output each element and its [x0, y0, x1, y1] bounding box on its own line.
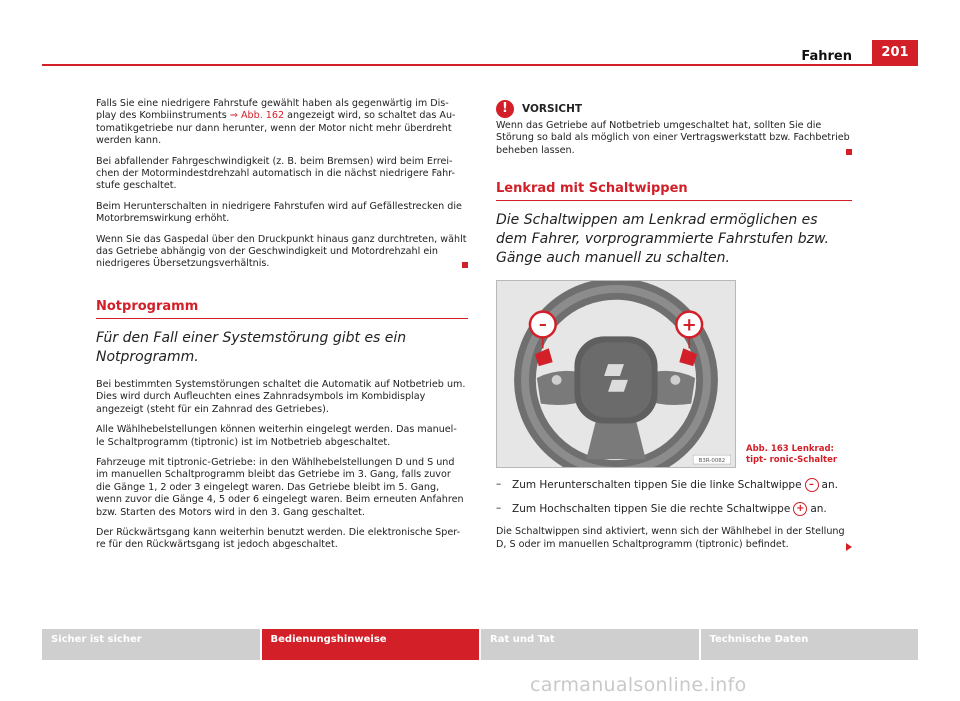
warning-icon: ! — [496, 100, 514, 118]
plus-label: + — [681, 314, 697, 336]
page-title: Fahren — [801, 49, 852, 64]
minus-key-icon: – — [805, 478, 819, 492]
plus-key-icon: + — [793, 502, 807, 516]
continue-arrow-icon — [846, 543, 852, 551]
caution-text: Wenn das Getriebe auf Notbetrieb umgeschaltet hat, sollten Sie die Störung so bald als möglich von einer Vertragswerkstatt bzw. Fachbetrieb beheben lassen. — [496, 120, 852, 157]
page-number: 201 — [872, 40, 918, 66]
figure-caption: Abb. 163 Lenkrad: tipt- ronic-Schalter — [746, 444, 838, 466]
paragraph: Beim Herunterschalten in niedrigere Fahrstufen wird auf Gefällestrecken die Motorbremswirkung erhöht. — [96, 200, 462, 225]
footer-nav — [42, 629, 918, 660]
paragraph: Alle Wählhebelstellungen können weiterhin eingelegt werden. Das manuel- le Schaltprogramm (tiptronic) ist im Notbetrieb abgeschaltet. — [96, 424, 457, 448]
end-marker — [846, 149, 852, 155]
watermark: carmanualsonline.info — [530, 674, 747, 696]
list-item: – Zum Herunterschalten tippen Sie die linke Schaltwippe – an. — [496, 478, 838, 492]
end-marker — [462, 262, 468, 268]
paragraph: Falls Sie eine niedrigere Fahrstufe gewählt haben als gegenwärtig im Dis- play des Kombiinstruments ⇒ Abb. 162 angezeigt wird, so schaltet das Au- tomatikgetriebe nur dann herunter, wenn der Motor nicht mehr überdreht werden kann. — [96, 98, 456, 147]
figure — [496, 280, 838, 468]
minus-label: – — [538, 314, 547, 334]
tab-rat-und-tat[interactable]: Rat und Tat — [481, 629, 699, 660]
header-rule — [42, 64, 918, 66]
paragraph: Die Schaltwippen sind aktiviert, wenn sich der Wählhebel in der Stellung D, S oder im manuellen Schaltprogramm (tiptronic) befindet. — [496, 526, 852, 551]
tab-sicher-ist-sicher[interactable]: Sicher ist sicher — [42, 629, 260, 660]
figure-code: B3R-0082 — [698, 458, 726, 465]
section-heading: Notprogramm — [96, 299, 468, 319]
caution-header — [496, 100, 852, 118]
figure-link[interactable]: ⇒ Abb. 162 — [229, 110, 285, 122]
section-heading: Lenkrad mit Schaltwippen — [496, 181, 852, 201]
section-intro: Die Schaltwippen am Lenkrad ermöglichen es dem Fahrer, vorprogrammierte Fahrstufen bzw. Gänge auch manuell zu schalten. — [496, 212, 829, 267]
right-column — [496, 100, 852, 559]
paragraph: Wenn Sie das Gaspedal über den Druckpunkt hinaus ganz durchtreten, wählt das Getriebe abhängig von der Geschwindigkeit und Motordrehzahl ein niedrigeres Übersetzungsverhältnis. — [96, 233, 467, 270]
paragraph: Bei abfallender Fahrgeschwindigkeit (z. B. beim Bremsen) wird beim Errei- chen der Motormindestdrehzahl automatisch in die nächst niedrigere Fahr- stufe geschaltet. — [96, 155, 455, 192]
tab-bedienungshinweise[interactable]: Bedienungshinweise — [262, 629, 480, 660]
section-intro: Für den Fall einer Systemstörung gibt es ein Notprogramm. — [96, 329, 407, 365]
paragraph: Fahrzeuge mit tiptronic-Getriebe: in den Wählhebelstellungen D und S und im manuellen Schaltprogramm bleibt das Getriebe im 3. Gang, falls zuvor die Gänge 1, 2 oder 3 eingelegt waren. Das Getriebe bleibt im 5. Gang, wenn zuvor die Gänge 4, 5 oder 6 eingelegt waren. Beim erneuten Anfahren bzw. Starten des Motors wird in den 3. Gang geschaltet. — [96, 456, 464, 518]
caution-title: VORSICHT — [522, 103, 583, 115]
paragraph: Bei bestimmten Systemstörungen schaltet die Automatik auf Notbetrieb um. Dies wird durch Aufleuchten eines Zahnradsymbols im Kombidisplay angezeigt (steht für ein Zahnrad des Getriebes). — [96, 378, 466, 415]
steering-wheel-figure — [496, 280, 736, 468]
tab-technische-daten[interactable]: Technische Daten — [701, 629, 919, 660]
left-column — [96, 98, 468, 560]
list-item: – Zum Hochschalten tippen Sie die rechte Schaltwippe + an. — [496, 502, 827, 516]
paragraph: Der Rückwärtsgang kann weiterhin benutzt werden. Die elektronische Sper- re für den Rückwärtsgang ist jedoch abgeschaltet. — [96, 526, 461, 551]
